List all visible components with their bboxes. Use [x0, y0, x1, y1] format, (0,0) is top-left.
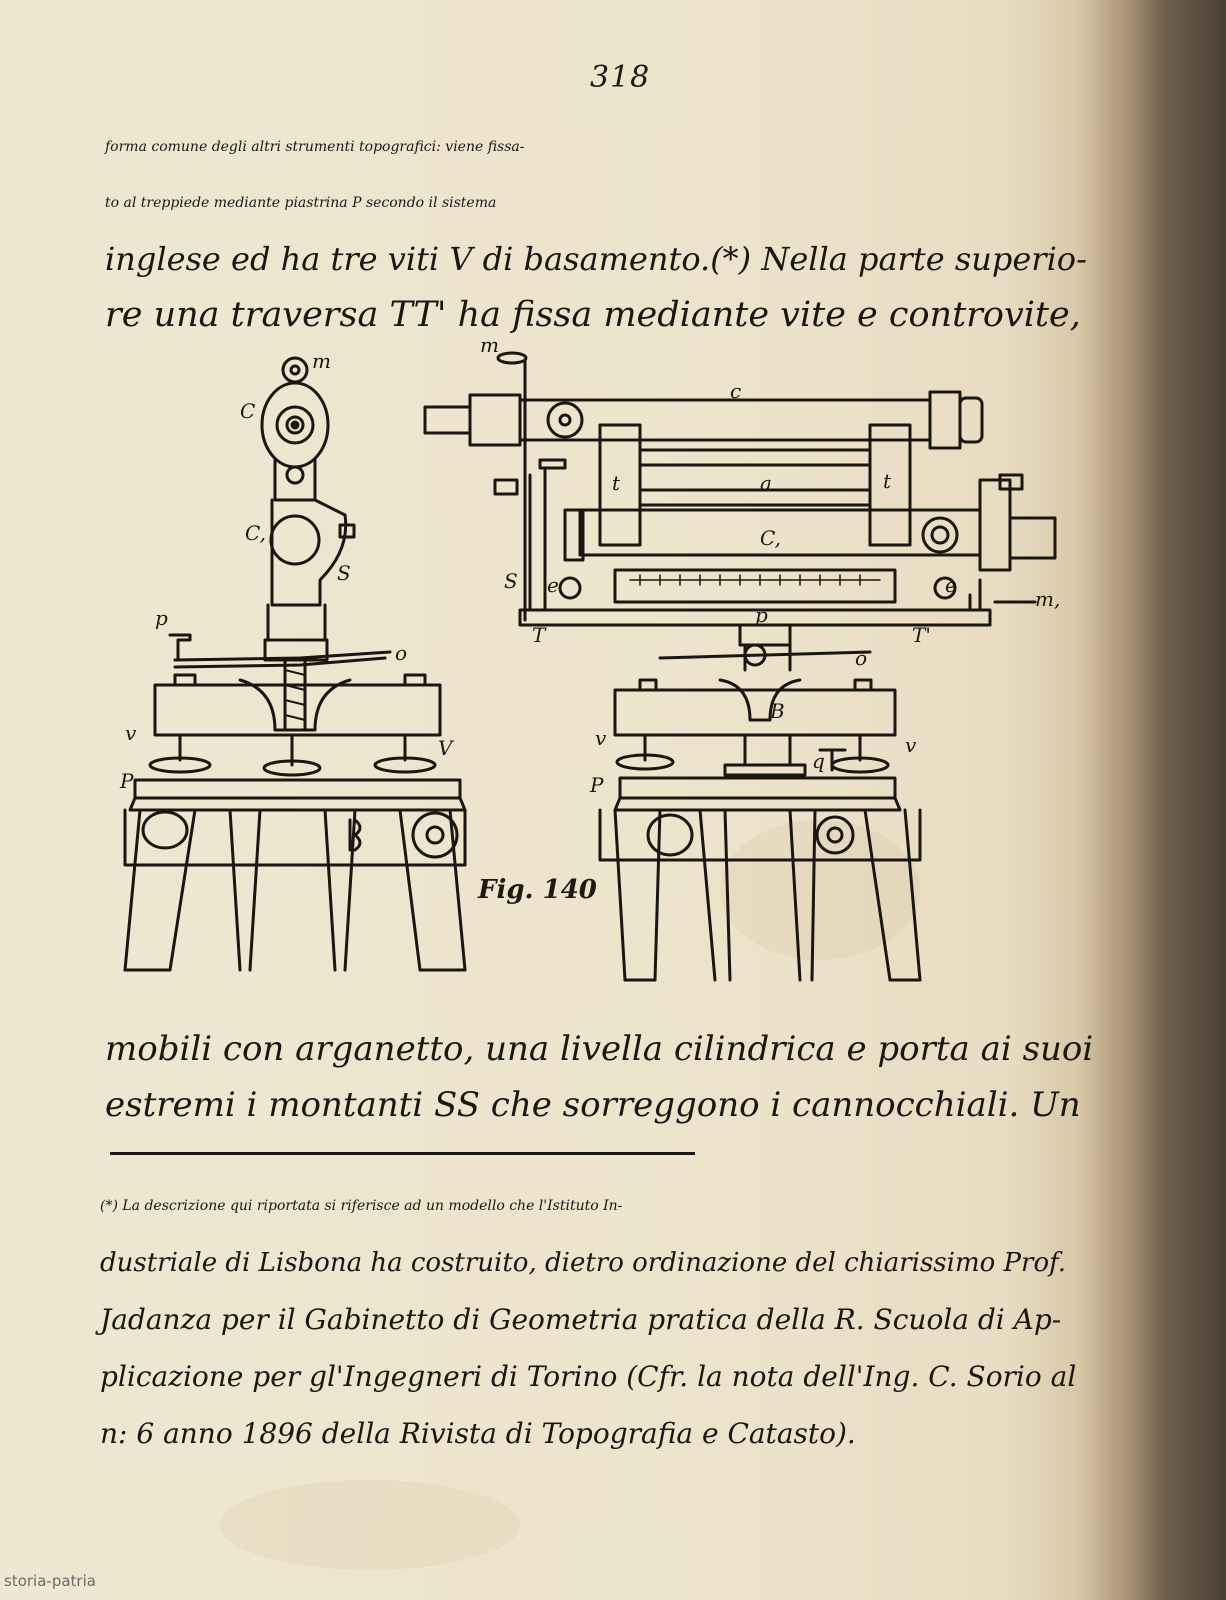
label-c-right: c — [730, 379, 742, 403]
footnote-line: (*) La descrizione qui riportata si riferisce ad un modello che l'Istituto In- — [100, 1198, 623, 1214]
label-c: C — [240, 399, 256, 423]
label-c1: C, — [245, 521, 266, 545]
label-t-left: t — [612, 471, 621, 495]
label-v-left: v — [595, 726, 607, 750]
label-v-right: v — [905, 733, 917, 757]
theodolite-illustration — [100, 340, 1130, 1020]
label-q: q — [812, 749, 825, 773]
footnote-divider — [110, 1152, 695, 1155]
label-p: p — [155, 606, 168, 630]
figure-caption: Fig. 140 — [478, 875, 597, 905]
footnote-line: plicazione per gl'Ingegneri di Torino (Cfr. la nota dell'Ing. C. Sorio al — [100, 1360, 1077, 1393]
label-m1: m, — [1035, 587, 1061, 611]
label-s: S — [337, 561, 351, 585]
text-line: forma comune degli altri strumenti topografici: viene fissa- — [105, 139, 525, 155]
page-number: 318 — [590, 60, 651, 95]
label-a: a — [760, 471, 772, 495]
label-e-right: e — [945, 573, 957, 597]
label-V: V — [438, 736, 453, 760]
left-instrument-drawing — [125, 358, 465, 970]
body-text-top — [105, 120, 1087, 344]
label-P-right: P — [590, 773, 604, 797]
label-v: v — [125, 721, 137, 745]
label-m: m — [312, 349, 331, 373]
text-line: re una traversa TT' ha fissa mediante vite e controvite, — [105, 295, 1081, 335]
figure-labels — [119, 340, 1060, 797]
label-e-left: e — [547, 573, 559, 597]
label-s-right: S — [504, 569, 518, 593]
text-line: estremi i montanti SS che sorreggono i cannocchiali. Un — [105, 1085, 1081, 1125]
label-o: o — [395, 641, 408, 665]
watermark: storia-patria — [4, 1572, 96, 1590]
label-t-right: t — [883, 469, 892, 493]
footnote — [100, 1178, 1076, 1463]
label-c1-right: C, — [760, 526, 781, 550]
text-line: to al treppiede mediante piastrina P secondo il sistema — [105, 195, 497, 211]
text-line: inglese ed ha tre viti V di basamento.(*) Nella parte superio- — [105, 240, 1087, 278]
text-line: mobili con arganetto, una livella cilindrica e porta ai suoi — [105, 1029, 1094, 1069]
label-P: P — [120, 769, 134, 793]
label-m-right: m — [480, 340, 499, 357]
label-p-right: p — [755, 603, 768, 627]
label-T-prime: T' — [912, 623, 931, 647]
label-o-right: o — [855, 646, 868, 670]
footnote-line: Jadanza per il Gabinetto di Geometria pratica della R. Scuola di Ap- — [100, 1303, 1062, 1336]
footnote-line: n: 6 anno 1896 della Rivista di Topografia e Catasto). — [100, 1417, 856, 1450]
body-text-bottom — [105, 1022, 1093, 1134]
paper-stain — [220, 1480, 520, 1570]
label-T: T — [532, 623, 546, 647]
label-B: B — [770, 699, 785, 723]
footnote-line: dustriale di Lisbona ha costruito, dietro ordinazione del chiarissimo Prof. — [100, 1248, 1067, 1278]
